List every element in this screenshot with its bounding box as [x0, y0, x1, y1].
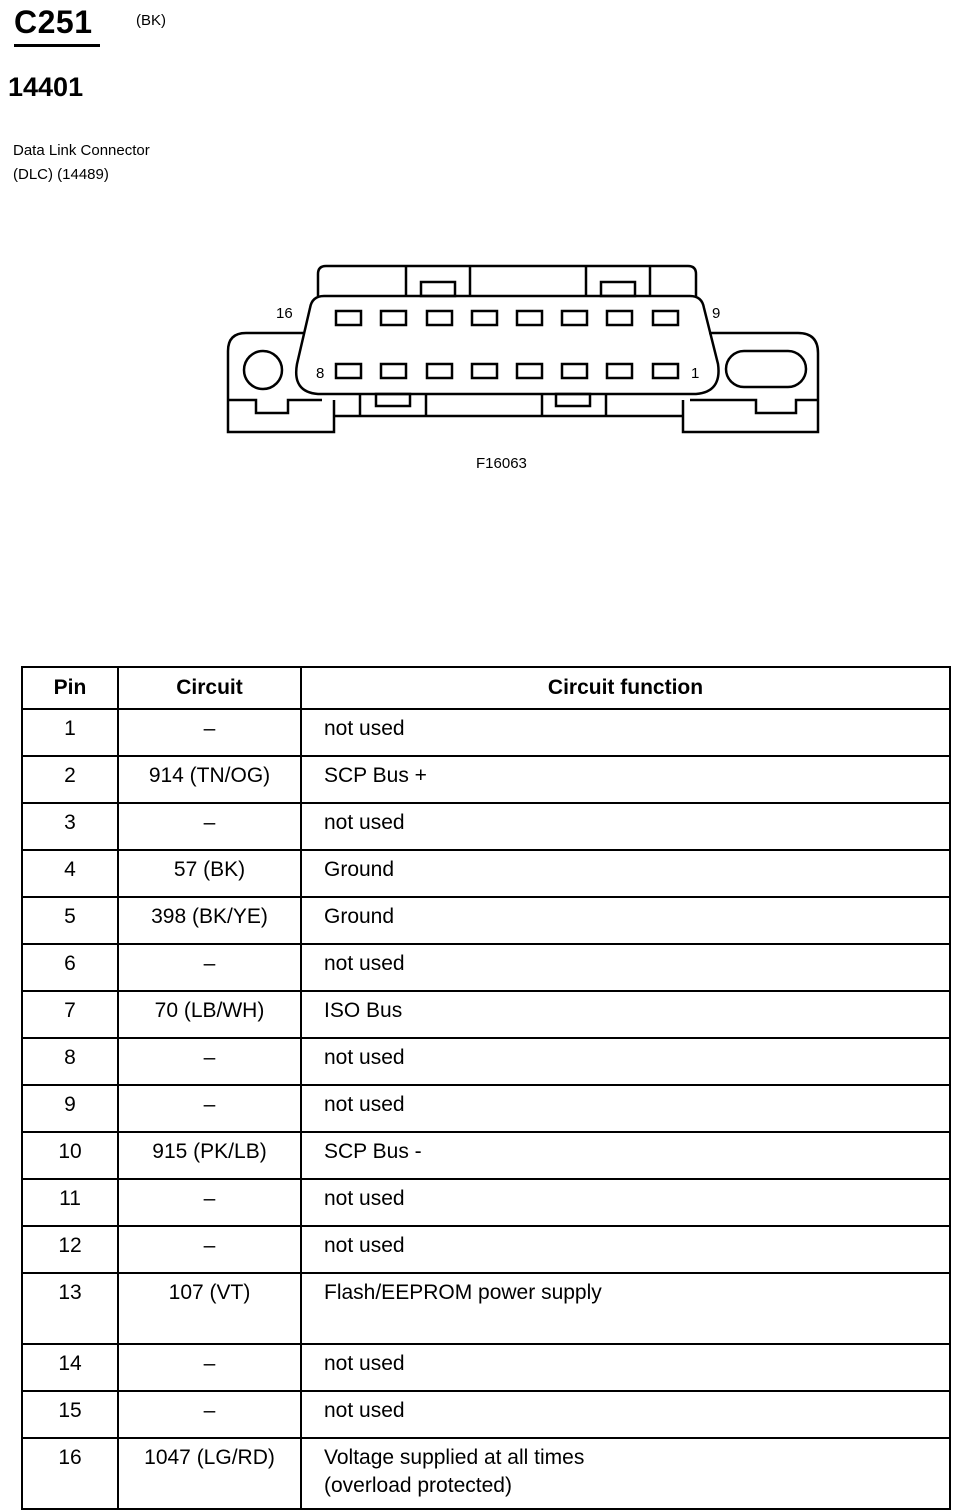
connector-outline	[228, 266, 818, 432]
table-row	[22, 803, 950, 850]
function-cell	[301, 1179, 950, 1226]
pin-cell-text: 4	[64, 858, 76, 881]
pin-label-9: 9	[712, 305, 721, 322]
function-cell-text: not used	[324, 1093, 405, 1116]
pin-cell	[22, 756, 118, 803]
function-cell	[301, 709, 950, 756]
function-cell-text: not used	[324, 1352, 405, 1375]
function-cell-text: not used	[324, 811, 405, 834]
pin-cell-text: 5	[64, 905, 76, 928]
function-cell-text: not used	[324, 1399, 405, 1422]
function-cell	[301, 1226, 950, 1273]
function-cell	[301, 1132, 950, 1179]
circuit-cell-text: –	[203, 717, 216, 740]
pin-cell-text: 3	[64, 811, 76, 834]
pin-cell	[22, 991, 118, 1038]
pin-cell-text: 9	[64, 1093, 76, 1116]
pin-slot	[427, 364, 452, 378]
pin-slot	[607, 311, 632, 325]
circuit-cell	[118, 1226, 301, 1273]
circuit-cell	[118, 803, 301, 850]
figure-code: F16063	[476, 455, 527, 472]
table-header-row	[22, 667, 950, 709]
circuit-cell-text: –	[203, 1046, 216, 1069]
pin-cell	[22, 850, 118, 897]
function-cell-text: Flash/EEPROM power supply	[324, 1281, 602, 1304]
pin-cell-text: 7	[64, 999, 76, 1022]
pin-slot	[653, 364, 678, 378]
pin-slot	[472, 311, 497, 325]
pin-cell-text: 6	[64, 952, 76, 975]
circuit-cell	[118, 1344, 301, 1391]
part-number: 14401	[8, 72, 84, 102]
function-cell-text: not used	[324, 717, 405, 740]
circuit-cell-text: 914 (TN/OG)	[148, 764, 271, 787]
circuit-cell	[118, 1179, 301, 1226]
function-cell-text: Ground	[324, 905, 395, 928]
header-function: Circuit function	[301, 667, 950, 709]
connector-description-line1: Data Link Connector	[13, 142, 150, 159]
circuit-cell	[118, 1085, 301, 1132]
header-circuit: Circuit	[118, 667, 301, 709]
function-cell-text: not used	[324, 1046, 405, 1069]
circuit-cell	[118, 1132, 301, 1179]
function-cell-text-line2: (overload protected)	[324, 1474, 512, 1497]
pin-cell	[22, 1344, 118, 1391]
table-row	[22, 1179, 950, 1226]
table-row	[22, 991, 950, 1038]
table-row	[22, 897, 950, 944]
function-cell	[301, 756, 950, 803]
pin-cell	[22, 1179, 118, 1226]
pin-slot	[472, 364, 497, 378]
circuit-cell-text: –	[203, 1234, 216, 1257]
pin-cell	[22, 709, 118, 756]
circuit-cell	[118, 709, 301, 756]
pin-label-1: 1	[691, 365, 700, 382]
pin-slot	[336, 364, 361, 378]
pin-cell	[22, 1438, 118, 1509]
pin-cell	[22, 1391, 118, 1438]
table-row	[22, 1132, 950, 1179]
circuit-cell-text: 107 (VT)	[168, 1281, 251, 1304]
circuit-cell	[118, 1438, 301, 1509]
function-cell	[301, 1391, 950, 1438]
circuit-cell	[118, 944, 301, 991]
connector-color: (BK)	[136, 12, 166, 29]
pin-slot	[517, 311, 542, 325]
pin-cell-text: 16	[58, 1446, 82, 1469]
table-row	[22, 1438, 950, 1509]
circuit-cell-text: 57 (BK)	[173, 858, 246, 881]
function-cell	[301, 1438, 950, 1509]
pin-slot	[607, 364, 632, 378]
pin-cell	[22, 1085, 118, 1132]
circuit-cell-text: 1047 (LG/RD)	[144, 1446, 275, 1469]
circuit-cell-text: –	[203, 811, 216, 834]
pin-cell-text: 8	[64, 1046, 76, 1069]
pin-slot	[517, 364, 542, 378]
pin-cell	[22, 1226, 118, 1273]
circuit-cell	[118, 1273, 301, 1344]
table-row	[22, 709, 950, 756]
table-row	[22, 1273, 950, 1344]
pin-slot	[562, 311, 587, 325]
pin-table	[21, 666, 951, 1510]
function-cell-text: not used	[324, 952, 405, 975]
function-cell-text: SCP Bus -	[324, 1140, 422, 1163]
circuit-cell	[118, 1391, 301, 1438]
function-cell	[301, 1038, 950, 1085]
pin-slot	[381, 364, 406, 378]
circuit-cell-text: 70 (LB/WH)	[154, 999, 265, 1022]
pin-cell	[22, 944, 118, 991]
circuit-cell	[118, 850, 301, 897]
function-cell	[301, 991, 950, 1038]
circuit-cell-text: –	[203, 1187, 216, 1210]
pin-slots	[336, 311, 678, 378]
function-cell	[301, 1085, 950, 1132]
function-cell	[301, 1344, 950, 1391]
circuit-cell	[118, 991, 301, 1038]
circuit-cell	[118, 897, 301, 944]
pin-slot	[653, 311, 678, 325]
pin-label-8: 8	[316, 365, 325, 382]
pin-cell-text: 11	[59, 1187, 81, 1210]
table-row	[22, 1344, 950, 1391]
function-cell-text: Voltage supplied at all times	[324, 1446, 585, 1469]
connector-description-line2: (DLC) (14489)	[13, 166, 109, 183]
pin-slot	[336, 311, 361, 325]
pin-slot	[562, 364, 587, 378]
function-cell	[301, 897, 950, 944]
pin-cell	[22, 1273, 118, 1344]
connector-id: C251	[14, 4, 93, 40]
function-cell	[301, 944, 950, 991]
function-cell-text: SCP Bus +	[324, 764, 427, 787]
pin-slot	[427, 311, 452, 325]
circuit-cell-text: 915 (PK/LB)	[152, 1140, 267, 1163]
pin-cell-text: 14	[58, 1352, 82, 1375]
function-cell-text: not used	[324, 1187, 405, 1210]
table-row	[22, 944, 950, 991]
circuit-cell	[118, 756, 301, 803]
function-cell-text: ISO Bus	[324, 999, 403, 1022]
circuit-cell-text: –	[203, 1352, 216, 1375]
pin-cell-text: 2	[64, 764, 76, 787]
circuit-cell	[118, 1038, 301, 1085]
circuit-cell-text: 398 (BK/YE)	[151, 905, 268, 928]
pin-slot	[381, 311, 406, 325]
pin-cell-text: 12	[58, 1234, 82, 1257]
function-cell-text: not used	[324, 1234, 405, 1257]
table-row	[22, 850, 950, 897]
circuit-cell-text: –	[203, 952, 216, 975]
function-cell	[301, 850, 950, 897]
table-row	[22, 1038, 950, 1085]
table-row	[22, 1226, 950, 1273]
table-row	[22, 1391, 950, 1438]
pin-cell	[22, 803, 118, 850]
pin-cell	[22, 1038, 118, 1085]
pin-cell-text: 10	[58, 1140, 82, 1163]
circuit-cell-text: –	[203, 1093, 216, 1116]
header-pin: Pin	[22, 667, 118, 709]
circuit-cell-text: –	[203, 1399, 216, 1422]
pin-cell-text: 1	[64, 717, 76, 740]
pin-cell	[22, 897, 118, 944]
function-cell	[301, 1273, 950, 1344]
table-row	[22, 1085, 950, 1132]
connector-diagram	[0, 0, 962, 500]
pin-cell-text: 13	[58, 1281, 82, 1304]
pin-cell-text: 15	[58, 1399, 82, 1422]
pin-label-16: 16	[276, 305, 293, 322]
function-cell	[301, 803, 950, 850]
table-row	[22, 756, 950, 803]
function-cell-text: Ground	[324, 858, 395, 881]
pin-cell	[22, 1132, 118, 1179]
